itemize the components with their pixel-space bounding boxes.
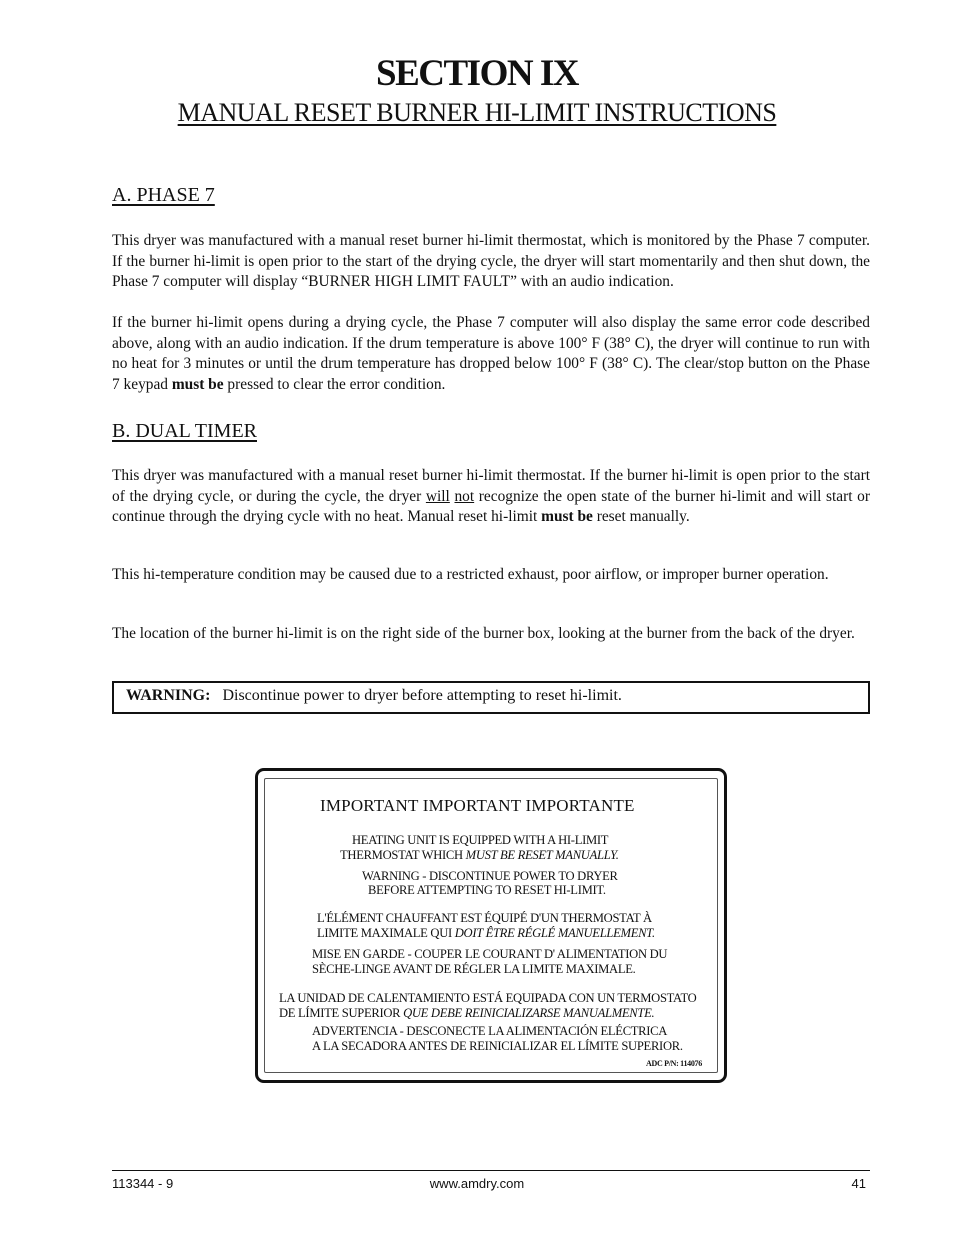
label-es-warning-line-1: ADVERTENCIA - DESCONECTE LA ALIMENTACIÓN ELÉCTRICA [312, 1024, 668, 1038]
warning-label: WARNING: [126, 687, 211, 704]
phase7-paragraph-2: If the burner hi-limit opens during a drying cycle, the Phase 7 computer will also display the same error code described above, along with an audio indication. If the drum temperature is above 100° F (38° C), the dryer will continue to run with no heat for 3 minutes or until the drum temperature has dropped below 100° F (38° C). The clear/stop button on the Phase 7 keypad must be pressed to clear the error condition. [112, 314, 870, 393]
label-heading: IMPORTANT IMPORTANT IMPORTANTE [320, 796, 635, 815]
dual-timer-paragraph-3: The location of the burner hi-limit is on the right side of the burner box, looking at the burner from the back of the dryer. [112, 625, 855, 642]
footer-divider [112, 1170, 870, 1171]
hi-limit-warning-label [255, 768, 727, 1083]
footer-doc-number: 113344 - 9 [112, 1176, 174, 1191]
phase7-paragraph-1: This dryer was manufactured with a manual reset burner hi-limit thermostat, which is monitored by the Phase 7 computer. If the burner hi-limit is open prior to the start of the drying cycle, the dryer will start momentarily and then shut down, the Phase 7 computer will display “BURNER HIGH LIMIT FAULT” with an audio indication. [112, 232, 870, 291]
dual-timer-paragraph-2: This hi-temperature condition may be caused due to a restricted exhaust, poor airflow, or improper burner operation. [112, 566, 829, 583]
section-subtitle: MANUAL RESET BURNER HI-LIMIT INSTRUCTIONS [177, 98, 777, 127]
label-en-warning-line-2: BEFORE ATTEMPTING TO RESET HI-LIMIT. [368, 883, 606, 897]
label-en-line-1: HEATING UNIT IS EQUIPPED WITH A HI-LIMIT [352, 833, 609, 847]
label-fr-warning-line-1: MISE EN GARDE - COUPER LE COURANT D' ALIMENTATION DU [312, 947, 668, 961]
warning-message: Discontinue power to dryer before attempting to reset hi-limit. [222, 687, 622, 704]
footer-page-number: 41 [851, 1176, 866, 1191]
label-fr-warning-line-2: SÈCHE-LINGE AVANT DE RÉGLER LA LIMITE MAXIMALE. [312, 962, 636, 976]
label-es-line-1: LA UNIDAD DE CALENTAMIENTO ESTÁ EQUIPADA CON UN TERMOSTATO [279, 991, 697, 1005]
heading-phase-7: A. PHASE 7 [112, 184, 215, 206]
label-en-line-2: THERMOSTAT WHICH MUST BE RESET MANUALLY. [340, 848, 619, 862]
heading-dual-timer: B. DUAL TIMER [112, 420, 257, 442]
label-part-number: ADC P/N: 114076 [646, 1059, 702, 1068]
label-es-line-2: DE LÍMITE SUPERIOR QUE DEBE REINICIALIZARSE MANUALMENTE. [279, 1006, 655, 1020]
section-title: SECTION IX [376, 53, 578, 94]
warning-box [112, 681, 870, 714]
label-fr-line-2: LIMITE MAXIMALE QUI DOIT ÊTRE RÉGLÉ MANUELLEMENT. [317, 926, 655, 940]
label-en-warning-line-1: WARNING - DISCONTINUE POWER TO DRYER [362, 869, 618, 883]
label-es-warning-line-2: A LA SECADORA ANTES DE REINICIALIZAR EL LÍMITE SUPERIOR. [312, 1039, 683, 1053]
warning-text [126, 687, 622, 705]
dual-timer-paragraph-1: This dryer was manufactured with a manual reset burner hi-limit thermostat. If the burner hi-limit is open prior to the start of the drying cycle, or during the cycle, the dryer will not recognize the open state of the burner hi-limit and will start or continue through the drying cycle with no heat. Manual reset hi-limit must be reset manually. [112, 467, 870, 526]
label-fr-line-1: L'ÉLÉMENT CHAUFFANT EST ÉQUIPÉ D'UN THERMOSTAT À [317, 911, 652, 925]
footer-website: www.amdry.com [429, 1176, 525, 1191]
